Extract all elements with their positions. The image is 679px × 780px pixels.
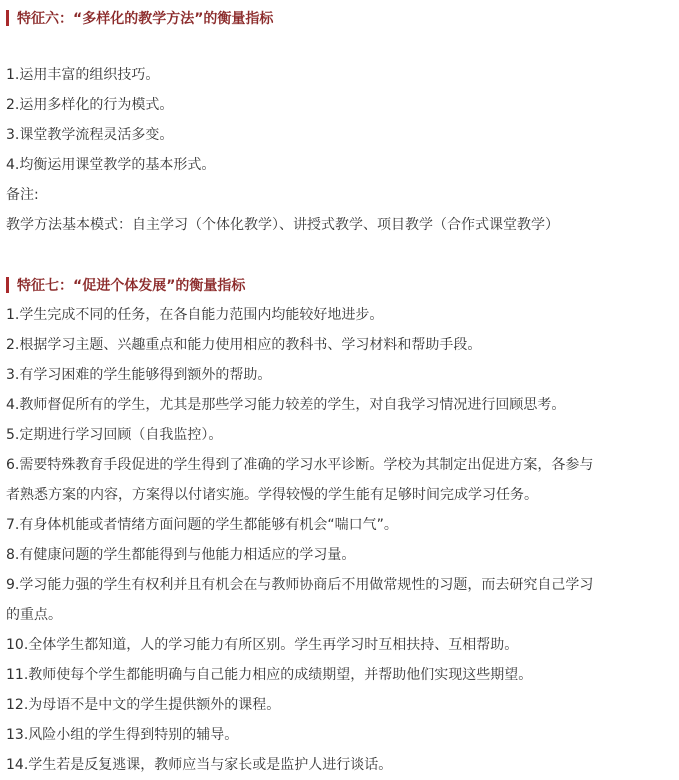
list-item: 11.教师使每个学生都能明确与自己能力相应的成绩期望，并帮助他们实现这些期望。 xyxy=(6,667,533,683)
list-item: 12.为母语不是中文的学生提供额外的课程。 xyxy=(6,697,281,713)
heading-accent-bar xyxy=(6,10,9,26)
list-item: 4.教师督促所有的学生，尤其是那些学习能力较差的学生，对自我学习情况进行回顾思考。 xyxy=(6,397,566,413)
list-item-continuation: 者熟悉方案的内容，方案得以付诸实施。学得较慢的学生能有足够时间完成学习任务。 xyxy=(6,487,538,503)
note-text: 教学方法基本模式：自主学习（个体化教学）、讲授式教学、项目教学（合作式课堂教学） xyxy=(6,217,559,233)
list-item: 1.运用丰富的组织技巧。 xyxy=(6,67,160,83)
section-7-heading xyxy=(6,275,245,295)
list-item: 8.有健康问题的学生都能得到与他能力相适应的学习量。 xyxy=(6,547,356,563)
list-item: 2.运用多样化的行为模式。 xyxy=(6,97,174,113)
list-item: 9.学习能力强的学生有权利并且有机会在与教师协商后不用做常规性的习题，而去研究自己学习 xyxy=(6,577,594,593)
list-item: 13.风险小组的学生得到特别的辅导。 xyxy=(6,727,239,743)
heading-accent-bar xyxy=(6,277,9,293)
list-item: 3.课堂教学流程灵活多变。 xyxy=(6,127,174,143)
note-label: 备注: xyxy=(6,187,39,203)
section-6-heading xyxy=(6,8,273,28)
section-6-title: 特征六：“多样化的教学方法”的衡量指标 xyxy=(17,11,274,27)
list-item: 3.有学习困难的学生能够得到额外的帮助。 xyxy=(6,367,272,383)
list-item: 1.学生完成不同的任务，在各自能力范围内均能较好地进步。 xyxy=(6,307,384,323)
list-item: 2.根据学习主题、兴趣重点和能力使用相应的教科书、学习材料和帮助手段。 xyxy=(6,337,482,353)
list-item: 7.有身体机能或者情绪方面问题的学生都能够有机会“喘口气”。 xyxy=(6,517,398,533)
list-item: 5.定期进行学习回顾（自我监控）。 xyxy=(6,427,223,443)
list-item: 6.需要特殊教育手段促进的学生得到了准确的学习水平诊断。学校为其制定出促进方案，各参与 xyxy=(6,457,594,473)
list-item: 4.均衡运用课堂教学的基本形式。 xyxy=(6,157,216,173)
list-item: 10.全体学生都知道，人的学习能力有所区别。学生再学习时互相扶持、互相帮助。 xyxy=(6,637,519,653)
list-item: 14.学生若是反复逃课，教师应当与家长或是监护人进行谈话。 xyxy=(6,757,393,773)
list-item-continuation: 的重点。 xyxy=(6,607,62,623)
section-7-title: 特征七：“促进个体发展”的衡量指标 xyxy=(17,278,246,294)
